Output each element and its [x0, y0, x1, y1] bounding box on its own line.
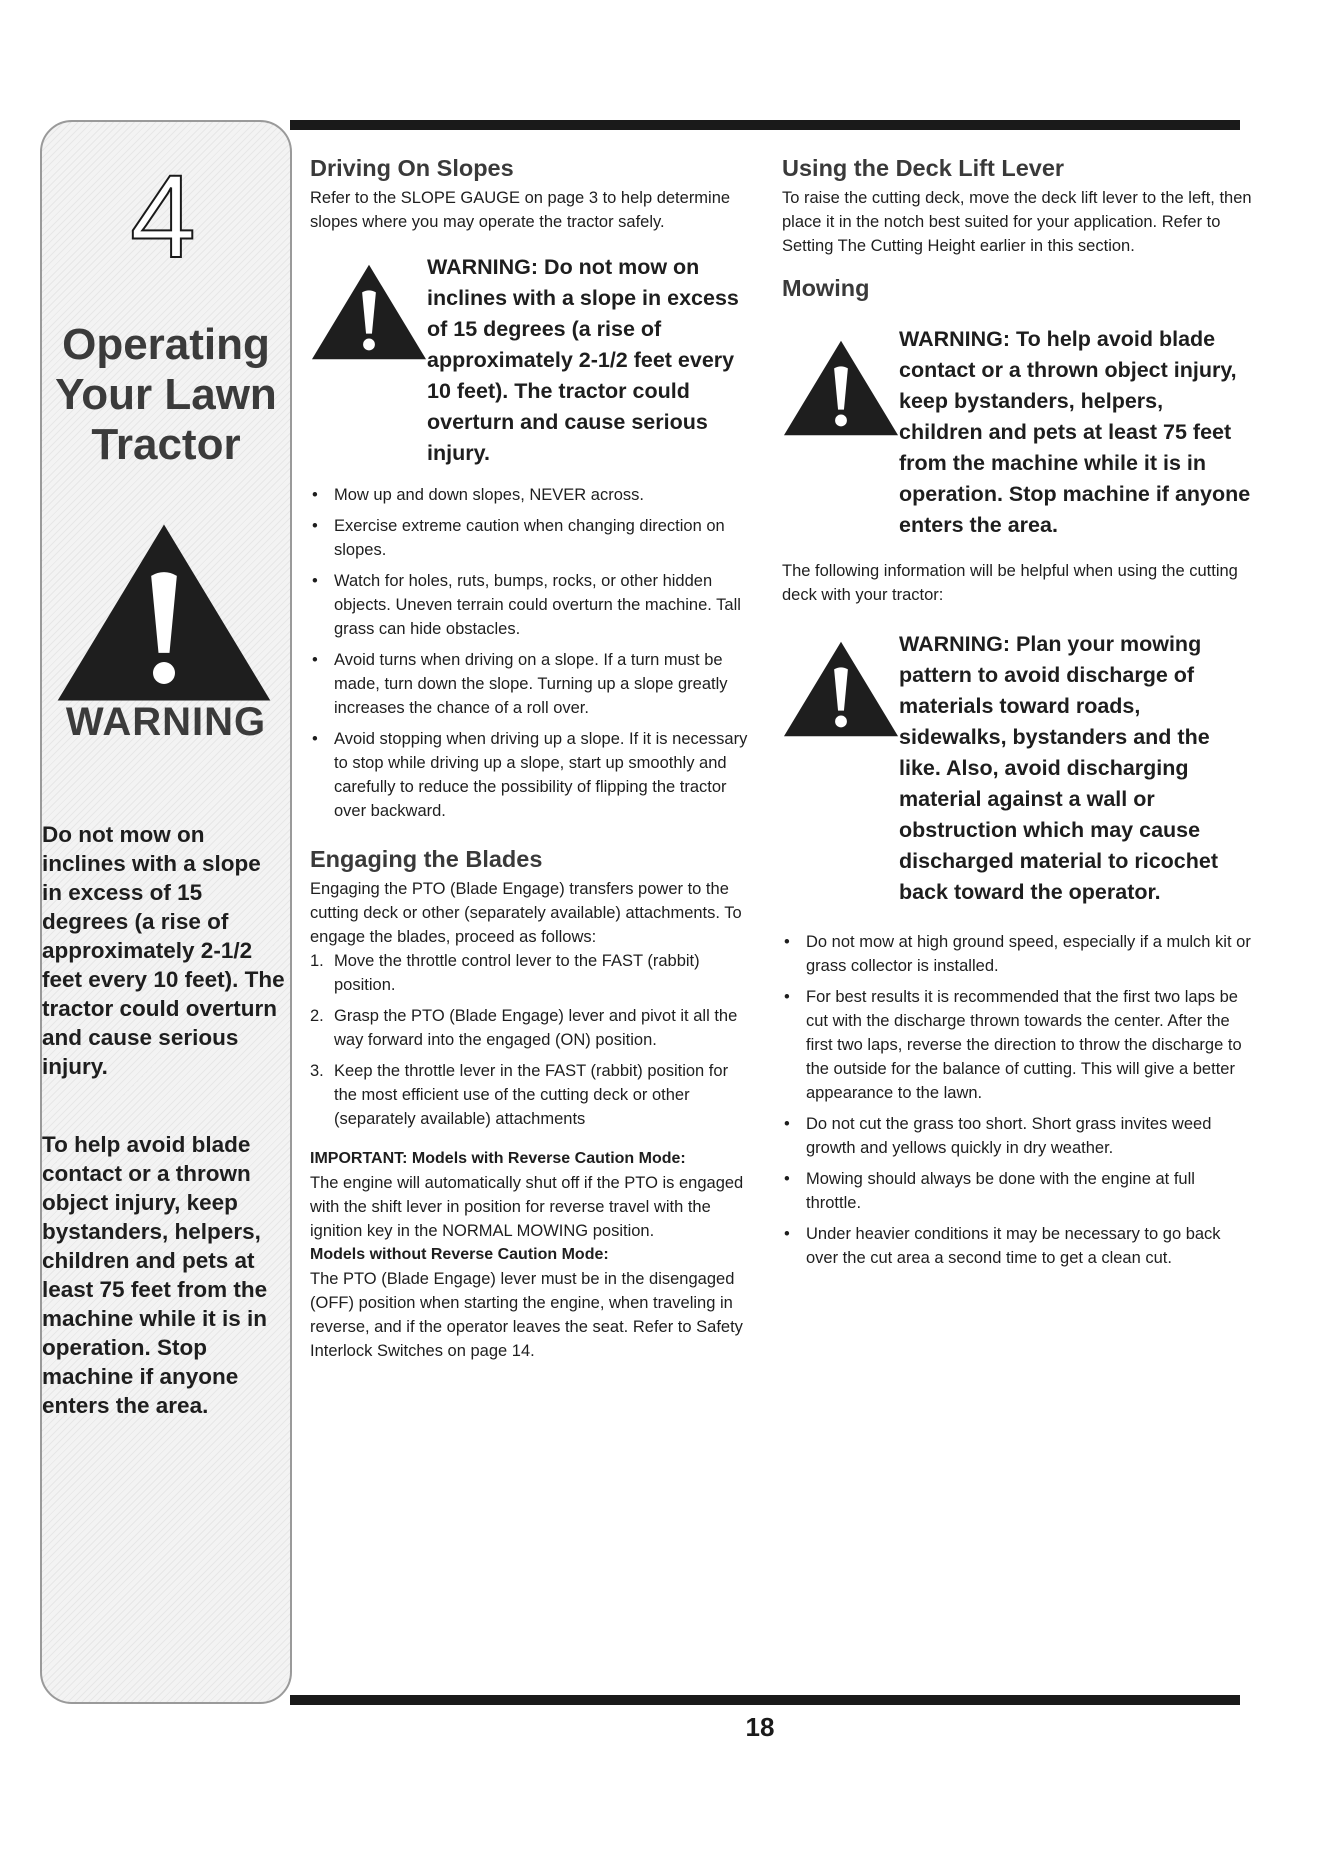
sidebar-warning-label: WARNING [65, 700, 267, 744]
mowing-heading: Mowing [782, 275, 870, 301]
deck-text: To raise the cutting deck, move the deck lift lever to the left, then place it in the notch best suited for your application. Refer to Setting The Cutting Height earlier in this section. [782, 189, 1252, 255]
step-text: Move the throttle control lever to the FAST (rabbit) position. [334, 952, 700, 994]
deck-heading: Using the Deck Lift Lever [782, 155, 1065, 181]
bottom-rule [290, 1695, 1240, 1705]
slopes-warning-block [310, 252, 750, 469]
chapter-title-line-3: Tractor [91, 420, 241, 469]
mowing-warning-text-1: WARNING: To help avoid blade contact or a thrown object injury, keep bystanders, helpers, children and pets at least 75 feet from the machine while it is in operation. Stop machine if anyone enters the area. [899, 327, 1251, 537]
list-item: • Under heavier conditions it may be necessary to go back over the cut area a second time to get a clean cut. [782, 1222, 1252, 1270]
important-heading: IMPORTANT: Models with Reverse Caution Mode: [310, 1150, 686, 1167]
list-item: • Exercise extreme caution when changing direction on slopes. [310, 514, 750, 562]
list-item: • For best results it is recommended that the first two laps be cut with the discharge thrown towards the center. After the first two laps, reverse the direction to throw the discharge to the outside for the balance of cutting. This will give a better appearance to the lawn. [782, 985, 1252, 1105]
list-item: • Avoid turns when driving on a slope. If a turn must be made, turn down the slope. Turning up a slope greatly increases the chance of a roll over. [310, 648, 750, 720]
chapter-title [40, 320, 292, 470]
chapter-number: 4 [130, 151, 196, 283]
page-number: 18 [745, 1712, 775, 1742]
step-number: 3. [310, 1062, 324, 1080]
step-text: Keep the throttle lever in the FAST (rabbit) position for the most efficient use of the cutting deck or other (separately available) attachments [334, 1062, 729, 1128]
chapter-title-line-1: Operating [62, 320, 270, 369]
without-heading: Models without Reverse Caution Mode: [310, 1246, 609, 1263]
list-item: • Do not mow at high ground speed, especially if a mulch kit or grass collector is installed. [782, 930, 1252, 978]
list-item [310, 1004, 750, 1052]
list-item [310, 949, 750, 997]
right-column [782, 154, 1252, 1277]
mowing-warning-block-1 [782, 324, 1252, 541]
slopes-bullet-list [310, 483, 750, 823]
top-rule [290, 120, 1240, 130]
sidebar-bystander-warning: To help avoid blade contact or a thrown object injury, keep bystanders, helpers, children and pets at least 75 feet from the machine while it is in operation. Stop machine if anyone enters the area. [42, 1132, 268, 1418]
list-item: • Mow up and down slopes, NEVER across. [310, 483, 750, 507]
list-item: • Avoid stopping when driving up a slope. If it is necessary to stop while driving up a slope, start up smoothly and carefully to reduce the possibility of flipping the tractor over backward. [310, 727, 750, 823]
warning-triangle-icon [782, 639, 900, 739]
warning-triangle-icon [310, 262, 428, 362]
slopes-heading: Driving On Slopes [310, 155, 514, 181]
blades-intro: Engaging the PTO (Blade Engage) transfers power to the cutting deck or other (separately available) attachments. To engage the blades, proceed as follows: [310, 880, 742, 946]
step-number: 1. [310, 952, 324, 970]
list-item: • Mowing should always be done with the engine at full throttle. [782, 1167, 1252, 1215]
mowing-warning-block-2 [782, 629, 1252, 908]
left-column [310, 154, 750, 1363]
chapter-title-line-2: Your Lawn [55, 370, 277, 419]
mowing-bullet-list [782, 930, 1252, 1270]
list-item [310, 1059, 750, 1131]
mowing-intro: The following information will be helpful when using the cutting deck with your tractor: [782, 562, 1238, 604]
list-item: • Watch for holes, ruts, bumps, rocks, or other hidden objects. Uneven terrain could overturn the machine. Tall grass can hide obstacles. [310, 569, 750, 641]
mowing-warning-text-2: WARNING: Plan your mowing pattern to avoid discharge of materials toward roads, sidewalks, bystanders and the like. Also, avoid discharging material against a wall or obstruction which may cause discharged material to ricochet back toward the operator. [899, 632, 1219, 904]
step-text: Grasp the PTO (Blade Engage) lever and pivot it all the way forward into the engaged (ON) position. [334, 1007, 738, 1049]
slopes-warning-text: WARNING: Do not mow on inclines with a slope in excess of 15 degrees (a rise of approximately 2-1/2 feet every 10 feet). The tractor could overturn and cause serious injury. [427, 255, 739, 465]
warning-triangle-icon [782, 338, 900, 438]
important-text: The engine will automatically shut off if the PTO is engaged with the shift lever in position for reverse travel with the ignition key in the NORMAL MOWING position. [310, 1174, 744, 1240]
blades-step-list [310, 949, 750, 1131]
step-number: 2. [310, 1007, 324, 1025]
blades-heading: Engaging the Blades [310, 846, 543, 872]
warning-triangle-icon [54, 520, 274, 705]
without-text: The PTO (Blade Engage) lever must be in the disengaged (OFF) position when starting the engine, when traveling in reverse, and if the operator leaves the seat. Refer to Safety Interlock Switches on page 14. [310, 1270, 743, 1360]
slopes-intro: Refer to the SLOPE GAUGE on page 3 to help determine slopes where you may operate the tractor safely. [310, 189, 731, 231]
sidebar-slope-warning: Do not mow on inclines with a slope in excess of 15 degrees (a rise of approximately 2-1/2 feet every 10 feet). The tractor could overturn and cause serious injury. [42, 822, 285, 1079]
list-item: • Do not cut the grass too short. Short grass invites weed growth and yellows quickly in dry weather. [782, 1112, 1252, 1160]
